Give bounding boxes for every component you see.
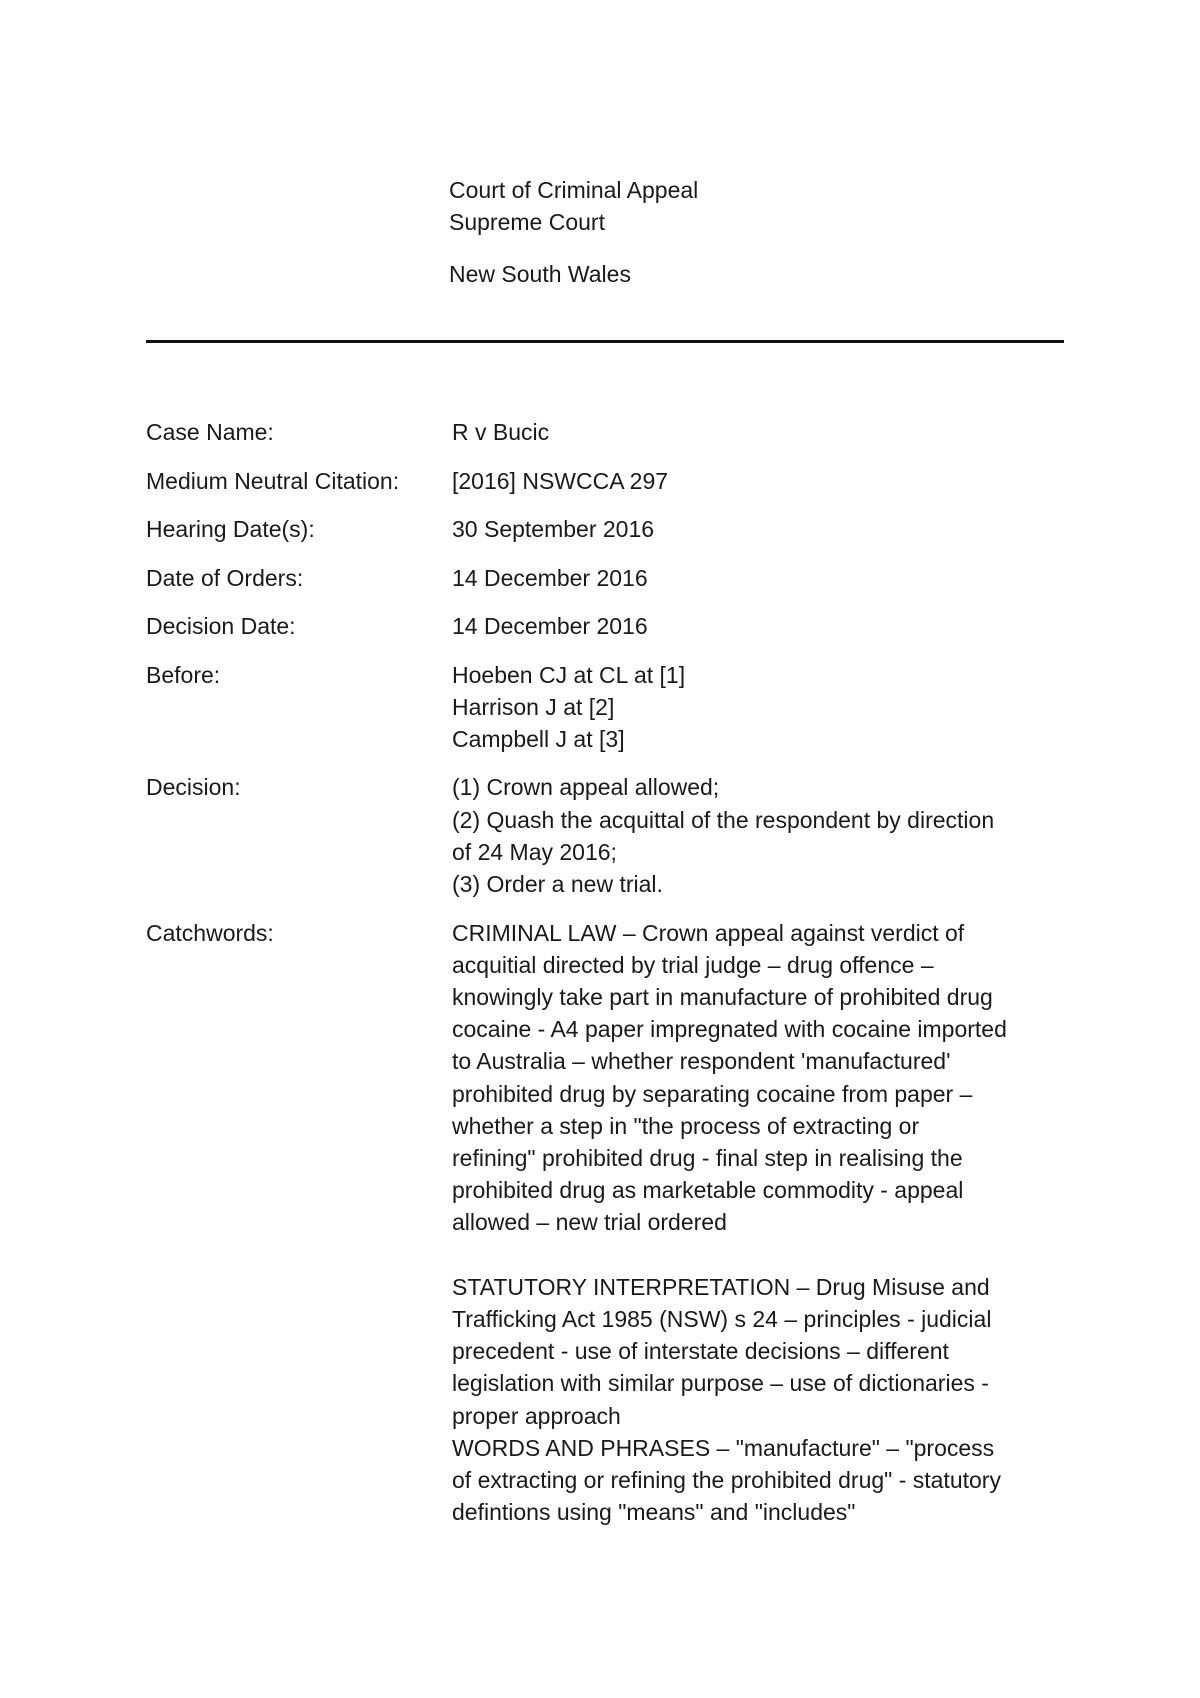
judge-line: Hoeben CJ at CL at [1] [452,661,686,688]
catchwords-line: refining" prohibited drug - final step in realising the [452,1144,963,1171]
catchwords-row [146,917,1046,1529]
hearing-dates-value: 30 September 2016 [452,516,655,542]
header-divider [146,340,1064,343]
decision-line: of 24 May 2016; [452,838,617,865]
court-name: Court of Criminal Appeal [449,177,699,203]
catchwords-line: to Australia – whether respondent 'manufactured' [452,1048,951,1075]
case-name-row [146,416,1046,448]
catchwords-line: acquitial directed by trial judge – drug offence – [452,951,934,978]
before-row [146,659,1046,756]
citation-label: Medium Neutral Citation: [146,467,400,494]
catchwords-line: STATUTORY INTERPRETATION – Drug Misuse and [452,1273,990,1300]
decision-date-value: 14 December 2016 [452,613,648,639]
catchwords-line: precedent - use of interstate decisions – different [452,1338,949,1365]
hearing-dates-label: Hearing Date(s): [146,516,315,542]
hearing-dates-row [146,513,1046,545]
case-details [146,416,1046,1545]
catchwords-value [452,917,1046,1529]
decision-value [452,771,1046,900]
judge-line: Campbell J at [3] [452,725,625,752]
date-of-orders-value: 14 December 2016 [452,564,648,591]
date-of-orders-label: Date of Orders: [146,564,304,591]
catchwords-line: cocaine - A4 paper impregnated with cocaine imported [452,1016,1007,1043]
citation-row [146,465,1046,497]
decision-line: (2) Quash the acquittal of the respondent by direction [452,806,995,833]
court-header [449,174,698,290]
judge-line: Harrison J at [2] [452,693,615,720]
catchwords-line: prohibited drug by separating cocaine from paper – [452,1080,973,1107]
decision-row [146,771,1046,900]
catchwords-line: WORDS AND PHRASES – "manufacture" – "process [452,1434,995,1461]
decision-line: (1) Crown appeal allowed; [452,774,720,801]
decision-date-row [146,610,1046,642]
catchwords-label: Catchwords: [146,919,274,946]
decision-line: (3) Order a new trial. [452,871,663,898]
catchwords-line: whether a step in "the process of extracting or [452,1112,920,1139]
catchwords-line: allowed – new trial ordered [452,1209,727,1236]
jurisdiction: New South Wales [449,261,631,287]
catchwords-line: Trafficking Act 1985 (NSW) s 24 – principles - judicial [452,1305,992,1332]
before-value [452,659,1046,756]
catchwords-line: knowingly take part in manufacture of prohibited drug [452,983,993,1010]
catchwords-line: legislation with similar purpose – use of dictionaries - [452,1370,989,1397]
catchwords-line: of extracting or refining the prohibited drug" - statutory [452,1466,1001,1493]
case-name-value: R v Bucic [452,419,550,445]
catchwords-line: prohibited drug as marketable commodity - appeal [452,1177,964,1204]
decision-date-label: Decision Date: [146,613,296,639]
catchwords-line: CRIMINAL LAW – Crown appeal against verdict of [452,919,965,946]
before-label: Before: [146,661,221,688]
decision-label: Decision: [146,774,241,801]
catchwords-line: proper approach [452,1402,621,1429]
court-division: Supreme Court [449,209,605,235]
citation-value: [2016] NSWCCA 297 [452,467,669,494]
date-of-orders-row [146,562,1046,594]
catchwords-line: defintions using "means" and "includes" [452,1499,856,1526]
case-name-label: Case Name: [146,419,274,445]
